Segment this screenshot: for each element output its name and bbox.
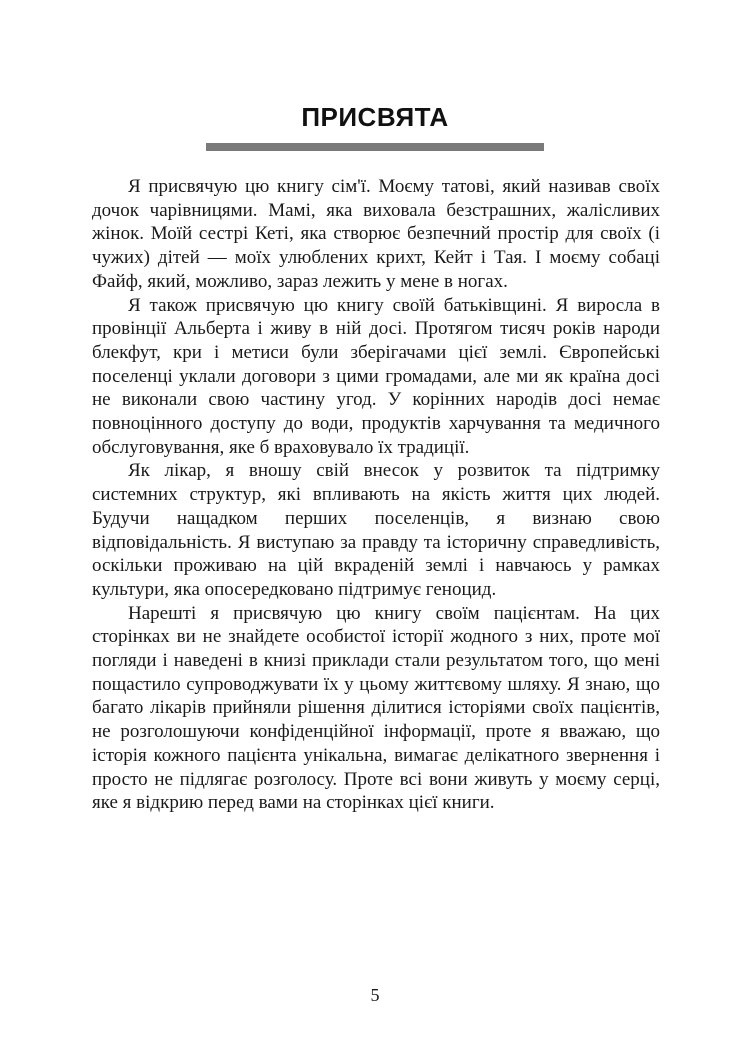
heading-container <box>0 100 750 134</box>
paragraph-homeland: Я також присвячую цю книгу своїй батьківщині. Я виросла в провінції Альберта і живу в ній досі. Протягом тисяч років народи блекфут, кри і метиси були зберігачами цієї землі. Європейські поселенці уклали договори з цими громадами, але ми як країна досі не виконали свою частину угод. У корінних народів досі немає повноцінного доступу до води, продуктів харчування та медичного обслуговування, яке б враховувало їх традиції. <box>92 294 660 458</box>
title-underline-rule <box>206 143 544 151</box>
page-number: 5 <box>370 985 380 1005</box>
paragraph-doctor: Як лікар, я вношу свій внесок у розвиток та підтримку системних структур, які впливають на якість життя цих людей. Будучи нащадком перших поселенців, я визнаю свою відповідальність. Я виступаю за правду та історичну справедливість, оскільки проживаю на цій вкраденій землі і навчаюсь у рамках культури, яка опосередковано підтримує геноцид. <box>92 460 660 600</box>
paragraph-patients: Нарешті я присвячую цю книгу своїм пацієнтам. На цих сторінках ви не знайдете особистої історії жодного з них, проте мої погляди і наведені в книзі приклади стали результатом того, що мені пощастило супроводжувати їх у цьому життєвому шляху. Я знаю, що багато лікарів прийняли рішення ділитися історіями своїх пацієнтів, не розголошуючи конфіденційної інформації, проте я вважаю, що історія кожного пацієнта унікальна, вимагає делікатного звернення і просто не підлягає розголосу. Проте всі вони живуть у моєму серці, яке я відкрию перед вами на сторінках цієї книги. <box>92 602 660 814</box>
dedication-body <box>92 175 660 815</box>
paragraph-family: Я присвячую цю книгу сім'ї. Моєму татові, який називав своїх дочок чарівницями. Мамі, яка виховала безстрашних, жалісливих жінок. Моїй сестрі Кеті, яка створює безпечний простір для своїх (і чужих) дітей — моїх улюблених крихт, Кейт і Тая. І моєму собаці Файф, який, можливо, зараз лежить у мене в ногах. <box>92 176 660 292</box>
page-title: ПРИСВЯТА <box>301 102 449 132</box>
